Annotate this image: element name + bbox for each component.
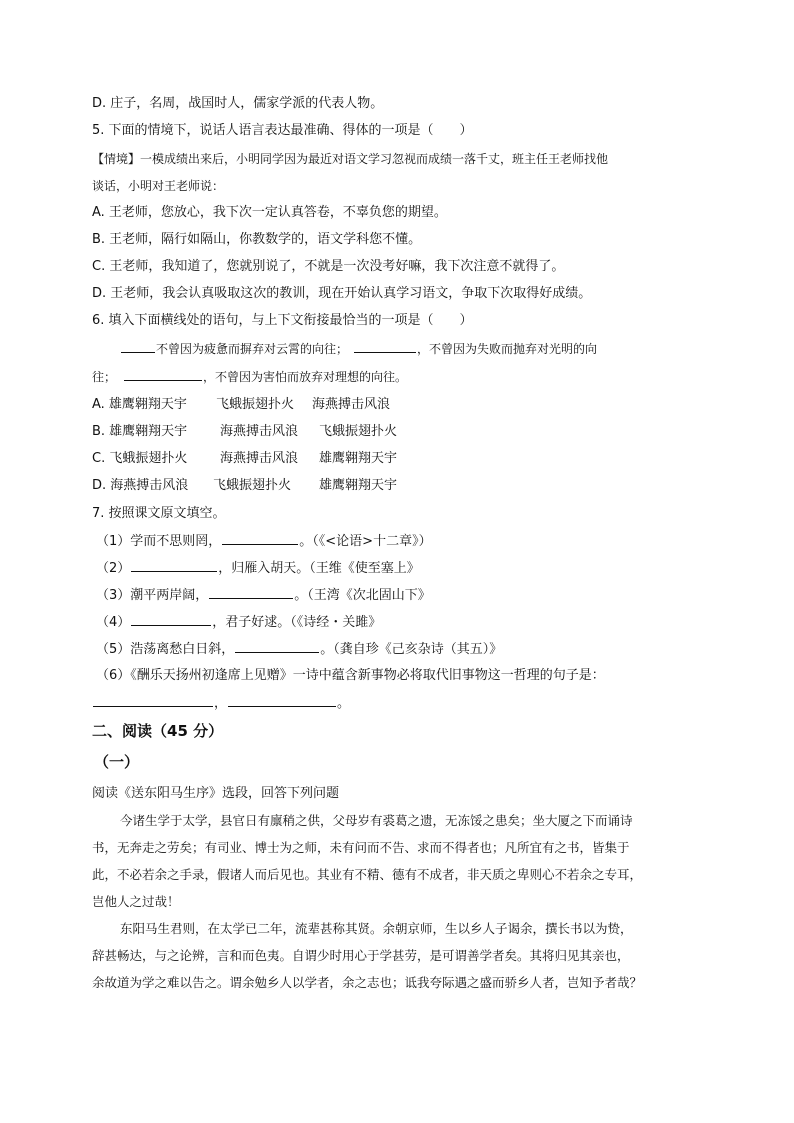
answer-blank[interactable] <box>354 340 416 353</box>
q6-option-a: A. 雄鹰翱翔天宇 飞蛾振翅扑火 海燕搏击风浪 <box>92 397 391 412</box>
q5-context-line-2: 谈话，小明对王老师说： <box>92 179 225 193</box>
q7-stem: 7. 按照课文原文填空。 <box>92 506 226 521</box>
q5-stem: 5. 下面的情境下，说话人语言表达最准确、得体的一项是（ ） <box>92 123 473 138</box>
q6-text: ，不曾因为失败而抛弃对光明的向 <box>417 342 598 356</box>
q6-passage-line-2 <box>92 368 712 386</box>
answer-blank[interactable] <box>131 559 217 572</box>
answer-blank[interactable] <box>124 368 202 381</box>
q7-item-6: （6）《酬乐天扬州初逢席上见赠》一诗中蕴含新事物必将取代旧事物这一哲理的句子是： <box>96 668 605 683</box>
subsection-heading: （一） <box>94 753 140 771</box>
q6-text: 往； <box>92 370 117 384</box>
q5-option-a: A. 王老师，您放心，我下次一定认真答卷，不辜负您的期望。 <box>92 205 447 220</box>
passage-line-4: 岂他人之过哉！ <box>92 894 180 909</box>
q6-option-c: C. 飞蛾振翅扑火 海燕搏击风浪 雄鹰翱翔天宇 <box>92 451 398 466</box>
passage-line-7: 余故道为学之难以告之。谓余勉乡人以学者，余之志也；诋我夸际遇之盛而骄乡人者，岂知予者哉？ <box>92 975 643 990</box>
passage-line-6: 辞甚畅达，与之论辨，言和而色夷。自谓少时用心于学甚劳，是可谓善学者矣。其将归见其亲也， <box>92 948 630 963</box>
q6-option-d: D. 海燕搏击风浪 飞蛾振翅扑火 雄鹰翱翔天宇 <box>92 478 398 493</box>
q7-item-4: （4） ，君子好逑。（《诗经・关雎》 <box>96 615 382 630</box>
q6-option-b: B. 雄鹰翱翔天宇 海燕搏击风浪 飞蛾振翅扑火 <box>92 424 398 439</box>
passage-line-3: 此，不必若余之手录，假诸人而后见也。其业有不精、德有不成者，非天质之卑则心不若余之专耳， <box>92 867 643 882</box>
q7-item-3: （3）潮平两岸阔， 。（王湾《次北固山下》 <box>96 588 431 603</box>
answer-blank[interactable] <box>228 694 336 707</box>
q6-passage-line-1 <box>120 340 740 358</box>
section-heading: 二、阅读（45 分） <box>92 722 224 740</box>
passage-line-2: 书，无奔走之劳矣；有司业、博士为之师，未有问而不告、求而不得者也；凡所宜有之书，皆集于 <box>92 840 630 855</box>
q6-text: 不曾因为疲惫而摒弃对云霄的向往； <box>156 342 349 356</box>
reading-instruction: 阅读《送东阳马生序》选段，回答下列问题 <box>92 786 340 801</box>
q5-context-line-1: 【情境】一模成绩出来后，小明同学因为最近对语文学习忽视而成绩一落千丈，班主任王老师找他 <box>92 152 609 166</box>
q7-item-1: （1）学而不思则罔， 。（《<论语>十二章》） <box>96 534 432 549</box>
passage-line-5: 东阳马生君则，在太学已二年，流辈甚称其贤。余朝京师，生以乡人子谒余，撰长书以为贽， <box>120 921 633 936</box>
answer-blank[interactable] <box>235 640 319 653</box>
answer-blank[interactable] <box>131 613 211 626</box>
answer-blank[interactable] <box>209 586 293 599</box>
q5-option-c: C. 王老师，我知道了，您就别说了，不就是一次没考好嘛，我下次注意不就得了。 <box>92 259 565 274</box>
q7-item-2: （2） ，归雁入胡天。（王维《使至塞上》 <box>96 561 420 576</box>
q6-text: ，不曾因为害怕而放弃对理想的向往。 <box>203 370 408 384</box>
q7-item-5: （5）浩荡离愁白日斜， 。（龚自珍《己亥杂诗（其五）》 <box>96 642 503 657</box>
q7-item-6-answer: ， 。 <box>92 694 712 713</box>
answer-blank[interactable] <box>121 340 155 353</box>
q4-option-d: D. 庄子，名周，战国时人，儒家学派的代表人物。 <box>92 96 384 111</box>
q5-option-d: D. 王老师，我会认真吸取这次的教训，现在开始认真学习语文，争取下次取得好成绩。 <box>92 286 592 301</box>
q5-option-b: B. 王老师，隔行如隔山，你教数学的，语文学科您不懂。 <box>92 232 422 247</box>
answer-blank[interactable] <box>93 694 213 707</box>
q6-stem: 6. 填入下面横线处的语句，与上下文衔接最恰当的一项是（ ） <box>92 313 473 328</box>
passage-line-1: 今诸生学于太学，县官日有廪稍之供，父母岁有裘葛之遗，无冻馁之患矣；坐大厦之下而诵诗 <box>120 813 633 828</box>
answer-blank[interactable] <box>222 532 298 545</box>
